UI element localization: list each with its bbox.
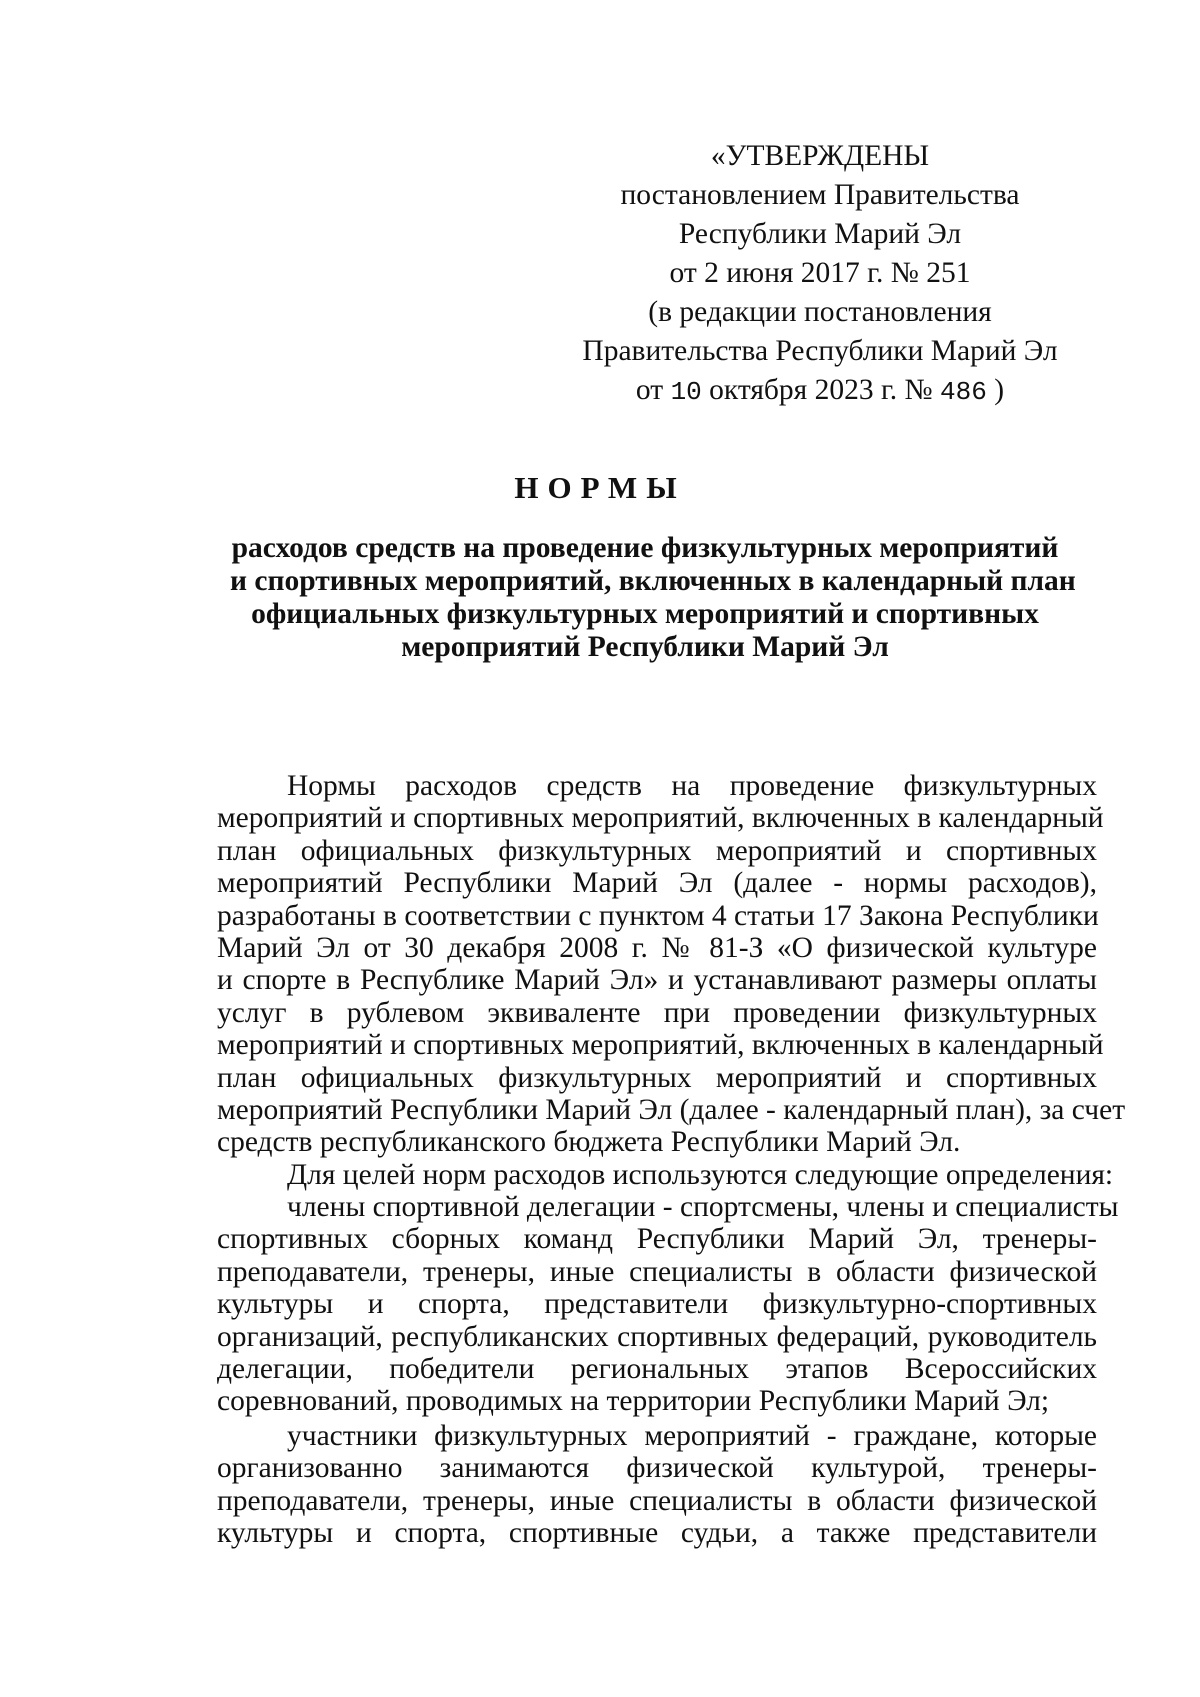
approval-line-6: Правительства Республики Марий Эл — [582, 335, 1058, 367]
subtitle-line: расходов средств на проведение физкультурных мероприятий — [231, 532, 1059, 564]
body-line: мероприятий Республики Марий Эл (далее - календарный план), за счет — [217, 1093, 1126, 1126]
subtitle-line: мероприятий Республики Марий Эл — [401, 631, 889, 663]
approval-line-5: (в редакции постановления — [648, 296, 992, 328]
paragraph-2 — [217, 1158, 1114, 1191]
approval-line-4: от 2 июня 2017 г. № 251 — [669, 257, 971, 289]
body-line: культуры и спорта, спортивные судьи, а также представители — [217, 1516, 1097, 1549]
approval-day: 10 — [670, 377, 702, 407]
approval-line-1: «УТВЕРЖДЕНЫ — [710, 140, 930, 172]
approval-line-7 — [580, 371, 1060, 412]
paragraph-4 — [217, 1420, 1097, 1550]
body-line: средств республиканского бюджета Республики Марий Эл. — [217, 1126, 961, 1159]
paragraph-1 — [217, 770, 1126, 1159]
subtitle-line: официальных физкультурных мероприятий и спортивных — [251, 598, 1039, 630]
body-line: участники физкультурных мероприятий - граждане, которые — [287, 1419, 1097, 1452]
approval-line-7-middle: октября 2023 г. № — [709, 374, 933, 406]
body-line: мероприятий и спортивных мероприятий, включенных в календарный — [217, 1029, 1104, 1062]
document-title: НОРМЫ — [514, 470, 686, 505]
document-subtitle — [230, 532, 1076, 664]
body-line: соревнований, проводимых на территории Республики Марий Эл; — [217, 1385, 1050, 1418]
body-line: делегации, победители региональных этапов Всероссийских — [217, 1353, 1097, 1386]
body-line: организаций, республиканских спортивных федераций, руководитель — [217, 1320, 1097, 1353]
approval-number: 486 — [940, 377, 987, 407]
approval-line-7-suffix: ) — [994, 374, 1005, 406]
body-line: услуг в рублевом эквиваленте при проведении физкультурных — [217, 996, 1097, 1029]
approval-line-7-prefix: от — [635, 374, 664, 406]
body-line: план официальных физкультурных мероприятий и спортивных — [217, 1061, 1097, 1094]
body-line: Для целей норм расходов используются следующие определения: — [287, 1158, 1114, 1191]
body-line: и спорте в Республике Марий Эл» и устанавливают размеры оплаты — [217, 964, 1097, 997]
body-line: мероприятий и спортивных мероприятий, включенных в календарный — [217, 802, 1104, 835]
approval-line-3: Республики Марий Эл — [678, 218, 962, 250]
approval-line-2: постановлением Правительства — [620, 179, 1020, 211]
body-line: культуры и спорта, представители физкультурно-спортивных — [217, 1288, 1097, 1321]
body-line: члены спортивной делегации - спортсмены, члены и специалисты — [287, 1191, 1119, 1224]
body-line: преподаватели, тренеры, иные специалисты в области физической — [217, 1255, 1097, 1288]
approval-stamp-block — [580, 137, 1060, 412]
body-line: организованно занимаются физической культурой, тренеры- — [217, 1452, 1097, 1485]
body-line: разработаны в соответствии с пунктом 4 статьи 17 Закона Республики — [217, 899, 1099, 932]
body-line: преподаватели, тренеры, иные специалисты в области физической — [217, 1484, 1097, 1517]
subtitle-line: и спортивных мероприятий, включенных в календарный план — [230, 565, 1076, 597]
body-line: Марий Эл от 30 декабря 2008 г. № 81-З «О физической культуре — [217, 931, 1097, 964]
body-line: спортивных сборных команд Республики Марий Эл, тренеры- — [217, 1223, 1097, 1256]
document-body — [217, 770, 1126, 1549]
body-line: мероприятий Республики Марий Эл (далее - нормы расходов), — [217, 867, 1097, 900]
body-line: план официальных физкультурных мероприятий и спортивных — [217, 834, 1097, 867]
body-line: Нормы расходов средств на проведение физкультурных — [287, 770, 1097, 802]
paragraph-3 — [217, 1191, 1119, 1418]
